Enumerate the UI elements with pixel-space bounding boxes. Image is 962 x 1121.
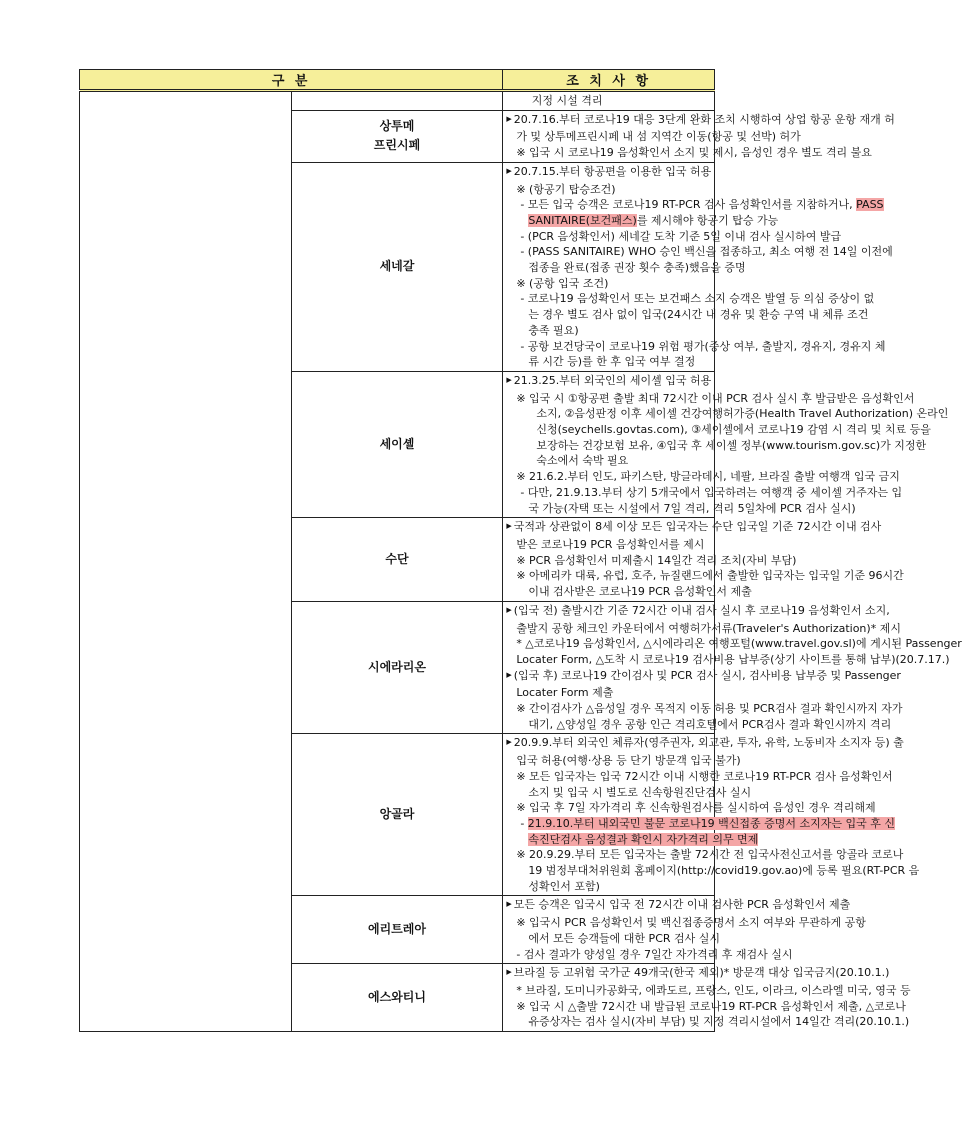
country-name: 세네갈 bbox=[379, 259, 415, 274]
text-line bbox=[506, 832, 759, 848]
triangle-bullet-icon: ▶ bbox=[506, 522, 512, 531]
text-line: 받은 코로나19 PCR 음성확인서를 제시 bbox=[516, 537, 705, 551]
country-name: 에스와티니 bbox=[368, 990, 426, 1005]
text-line: ※ 입국 시 코로나19 음성확인서 소지 및 제시, 음성인 경우 별도 격리 불요 bbox=[516, 146, 872, 160]
text-line: - (PCR 음성확인서) 세네갈 도착 기준 5일 이내 검사 실시하여 발급 bbox=[520, 229, 842, 243]
text-line: 류 시간 등)를 한 후 입국 여부 결정 bbox=[528, 355, 696, 369]
measures-cell bbox=[503, 91, 715, 111]
triangle-bullet-icon: ▶ bbox=[506, 738, 512, 747]
measures-table bbox=[79, 69, 962, 1032]
text-line: 가 및 상투메프린시페 내 섬 지역간 이동(항공 및 선박) 허가 bbox=[516, 130, 801, 144]
text-line: - 21.9.10.부터 내외국민 불문 코로나19 백신접종 증명서 소지자는 입국 후 신 bbox=[520, 816, 896, 830]
text-line: * 브라질, 도미니카공화국, 에콰도르, 프랑스, 인도, 이라크, 이스라엘 미국, 영국 등 bbox=[516, 983, 911, 997]
country-cell bbox=[291, 964, 503, 1032]
text-line: ※ 입국시 PCR 음성확인서 및 백신접종증명서 소지 여부와 무관하게 공항 bbox=[516, 916, 866, 930]
text-line: 유증상자는 검사 실시(자비 부담) 및 지정 격리시설에서 14일간 격리(20.10.1.) bbox=[528, 1015, 910, 1029]
triangle-bullet-icon: ▶ bbox=[506, 968, 512, 977]
text-line: 신청(seychells.govtas.com), ③세이셸에서 코로나19 감염 시 격리 및 치료 등을 bbox=[536, 423, 931, 437]
country-cell bbox=[291, 162, 503, 371]
text-line: 보장하는 건강보험 보유, ④입국 후 세이셸 정부(www.tourism.gov.sc)가 지정한 bbox=[536, 438, 927, 452]
table-row bbox=[80, 91, 715, 111]
country-cell bbox=[291, 896, 503, 964]
text-line: 는 경우 별도 검사 없이 입국(24시간 내 경유 및 환승 구역 내 체류 조건 bbox=[528, 308, 869, 322]
text-line: 이내 검사받은 코로나19 PCR 음성확인서 제출 bbox=[528, 585, 752, 599]
triangle-bullet-icon: ▶ bbox=[506, 670, 512, 679]
text-line: ▶ (입국 후) 코로나19 간이검사 및 PCR 검사 실시, 검사비용 납부증 및 Passenger bbox=[506, 668, 901, 682]
text-line: - 검사 결과가 양성일 경우 7일간 자가격리 후 재검사 실시 bbox=[516, 947, 793, 961]
text-line: Locater Form 제출 bbox=[516, 686, 614, 700]
text-line: ▶ 국적과 상관없이 8세 이상 모든 입국자는 수단 입국일 기준 72시간 이내 검사 bbox=[506, 520, 882, 534]
text-line: - 다만, 21.9.13.부터 상기 5개국에서 입국하려는 여행객 중 세이셸 거주자는 입 bbox=[520, 485, 903, 499]
header-gubun: 구 분 bbox=[80, 70, 503, 91]
text-line: 성확인서 포함) bbox=[528, 879, 600, 893]
measures-cell bbox=[503, 964, 911, 1032]
text-line: 에서 모든 승객들에 대한 PCR 검사 실시 bbox=[528, 931, 721, 945]
text-line: ※ 21.6.2.부터 인도, 파키스탄, 방글라데시, 네팔, 브라질 출발 여행객 입국 금지 bbox=[516, 470, 900, 484]
text-line: 대기, △양성일 경우 공항 인근 격리호텔에서 PCR검사 결과 확인시까지 격리 bbox=[528, 717, 892, 731]
highlight: PASS bbox=[856, 198, 884, 212]
text-line: 충족 필요) bbox=[528, 323, 579, 337]
text-line: ※ PCR 음성확인서 미제출시 14일간 격리 조치(자비 부담) bbox=[516, 553, 797, 567]
triangle-bullet-icon: ▶ bbox=[506, 114, 512, 123]
triangle-bullet-icon: ▶ bbox=[506, 605, 512, 614]
country-cell bbox=[291, 601, 503, 734]
text-line: ※ 간이검사가 △음성일 경우 목적지 이동 허용 및 PCR검사 결과 확인시까지 자가 bbox=[516, 702, 903, 716]
text-line: - 코로나19 음성확인서 또는 보건패스 소지 승객은 발열 등 의심 증상이 없 bbox=[520, 292, 875, 306]
text-line: * △코로나19 음성확인서, △시에라리온 여행포털(www.travel.gov.sl)에 게시된 Passenger bbox=[516, 637, 962, 651]
country-name: 수단 bbox=[385, 552, 409, 567]
text-line: ▶ 브라질 등 고위험 국가군 49개국(한국 제외)* 방문객 대상 입국금지(20.10.1.) bbox=[506, 966, 890, 980]
measures-cell bbox=[503, 110, 895, 162]
country-cell bbox=[291, 110, 503, 162]
measures-cell bbox=[503, 734, 920, 896]
triangle-bullet-icon: ▶ bbox=[506, 900, 512, 909]
text-line: ▶ 20.7.15.부터 항공편을 이용한 입국 허용 bbox=[506, 164, 712, 178]
text-line: ▶ 20.9.9.부터 외국인 체류자(영주권자, 외교관, 투자, 유학, 노동비자 소지자 등) 출 bbox=[506, 736, 904, 750]
measures-cell bbox=[503, 896, 866, 964]
country-cell bbox=[291, 734, 503, 896]
text-line: 출발지 공항 체크인 카운터에서 여행허가서류(Traveler's Authorization)* 제시 bbox=[516, 621, 901, 635]
text-line: ※ 모든 입국자는 입국 72시간 이내 시행한 코로나19 RT-PCR 검사 음성확인서 bbox=[516, 769, 893, 783]
country-name: 상투메 프린시페 bbox=[373, 119, 421, 153]
measures-cell bbox=[503, 371, 949, 517]
measures-cell bbox=[503, 601, 962, 734]
country-cell bbox=[291, 518, 503, 602]
text-line: ▶ 모든 승객은 입국시 입국 전 72시간 이내 검사한 PCR 음성확인서 제출 bbox=[506, 898, 851, 912]
text-line: ※ 아메리카 대륙, 유럽, 호주, 뉴질랜드에서 출발한 입국자는 입국일 기준 96시간 bbox=[516, 569, 904, 583]
country-cell bbox=[291, 371, 503, 517]
country-name: 에리트레아 bbox=[368, 922, 426, 937]
country-name: 앙골라 bbox=[379, 807, 415, 822]
text-line: ※ (공항 입국 조건) bbox=[516, 276, 609, 290]
text-line: Locater Form, △도착 시 코로나19 검사비용 납부증(상기 사이트를 통해 납부)(20.7.17.) bbox=[516, 652, 950, 666]
triangle-bullet-icon: ▶ bbox=[506, 166, 512, 175]
text-line: ※ 20.9.29.부터 모든 입국자는 출발 72시간 전 입국사전신고서를 앙골라 코로나 bbox=[516, 848, 904, 862]
text-line: ※ 입국 시 ①항공편 출발 최대 72시간 이내 PCR 검사 실시 후 발급받은 음성확인서 bbox=[516, 391, 915, 405]
text-line: ※ 입국 시 △출발 72시간 내 발급된 코로나19 RT-PCR 음성확인서 제출, △코로나 bbox=[516, 999, 906, 1013]
highlight: SANITAIRE(보건패스) bbox=[528, 213, 637, 227]
text-line: 소지 및 입국 시 별도로 신속항원진단검사 실시 bbox=[528, 785, 752, 799]
text-line: 소지, ②음성판정 이후 세이셸 건강여행허가증(Health Travel Authorization) 온라인 bbox=[536, 407, 949, 421]
highlight: 속진단검사 음성결과 확인시 자가격리 의무 면제 bbox=[528, 832, 759, 846]
text-line: ▶ 20.7.16.부터 코로나19 대응 3단계 완화 조치 시행하여 상업 항공 운항 재개 허 bbox=[506, 112, 895, 126]
country-name: 시에라리온 bbox=[368, 660, 426, 675]
text-line: - 모든 입국 승객은 코로나19 RT-PCR 검사 음성확인서를 지참하거나, PASS bbox=[520, 198, 884, 212]
text-line: 지정 시설 격리 bbox=[506, 94, 603, 107]
measures-cell bbox=[503, 162, 893, 371]
text-line: 입국 허용(여행·상용 등 단기 방문객 입국 불가) bbox=[516, 754, 741, 768]
table-header-row bbox=[80, 70, 715, 91]
region-cell bbox=[80, 91, 292, 1032]
header-measures: 조 치 사 항 bbox=[503, 70, 715, 91]
text-line: 접종을 완료(접종 권장 횟수 충족)했음을 증명 bbox=[528, 261, 746, 275]
country-cell bbox=[291, 91, 503, 111]
country-name: 세이셸 bbox=[379, 437, 415, 452]
highlight: 21.9.10.부터 내외국민 불문 코로나19 백신접종 증명서 소지자는 입국 후 신 bbox=[527, 816, 896, 830]
text-line: ▶ (입국 전) 출발시간 기준 72시간 이내 검사 실시 후 코로나19 음성확인서 소지, bbox=[506, 603, 890, 617]
text-line: ※ 입국 후 7일 자가격리 후 신속항원검사를 실시하여 음성인 경우 격리해제 bbox=[516, 801, 876, 815]
triangle-bullet-icon: ▶ bbox=[506, 375, 512, 384]
text-line: ▶ 21.3.25.부터 외국인의 세이셸 입국 허용 bbox=[506, 373, 712, 387]
text-line: 국 가능(자택 또는 시설에서 7일 격리, 격리 5일차에 PCR 검사 실시) bbox=[528, 501, 856, 515]
text-line: 19 범정부대처위원회 홈페이지(http://covid19.gov.ao)에 등록 필요(RT-PCR 음 bbox=[528, 864, 920, 878]
text-line: - (PASS SANITAIRE) WHO 승인 백신을 접종하고, 최소 여행 전 14일 이전에 bbox=[520, 245, 893, 259]
text-line: ※ (항공기 탑승조건) bbox=[516, 182, 616, 196]
text-line: - 공항 보건당국이 코로나19 위험 평가(증상 여부, 출발지, 경유지, 경유지 체 bbox=[520, 339, 886, 353]
text-line: 숙소에서 숙박 필요 bbox=[536, 454, 629, 468]
text-line: SANITAIRE(보건패스)를 제시해야 항공기 탑승 가능 bbox=[528, 213, 779, 227]
measures-cell bbox=[503, 518, 904, 602]
